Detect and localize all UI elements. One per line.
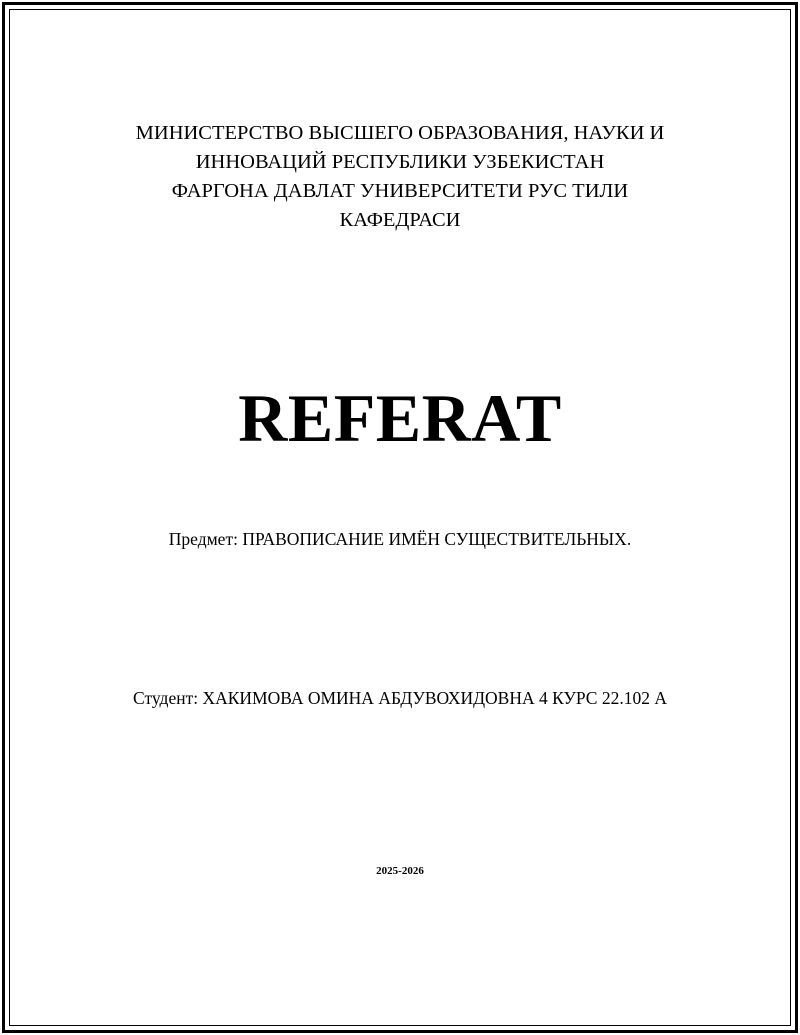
header-line: КАФЕДРАСИ (339, 209, 461, 231)
academic-year: 2025-2026 (376, 865, 424, 877)
header-line: ФАРГОНА ДАВЛАТ УНИВЕРСИТЕТИ РУС ТИЛИ (171, 180, 629, 202)
header-line: ИННОВАЦИЙ РЕСПУБЛИКИ УЗБЕКИСТАН (195, 151, 605, 173)
header-line: МИНИСТЕРСТВО ВЫСШЕГО ОБРАЗОВАНИЯ, НАУКИ И (135, 122, 665, 144)
institution-header (0, 119, 800, 235)
student-line: Студент: ХАКИМОВА ОМИНА АБДУВОХИДОВНА 4 КУРС 22.102 А (133, 688, 667, 708)
document-title: REFERAT (238, 380, 562, 456)
subject-line: Предмет: ПРАВОПИСАНИЕ ИМЁН СУЩЕСТВИТЕЛЬНЫХ. (168, 529, 632, 549)
